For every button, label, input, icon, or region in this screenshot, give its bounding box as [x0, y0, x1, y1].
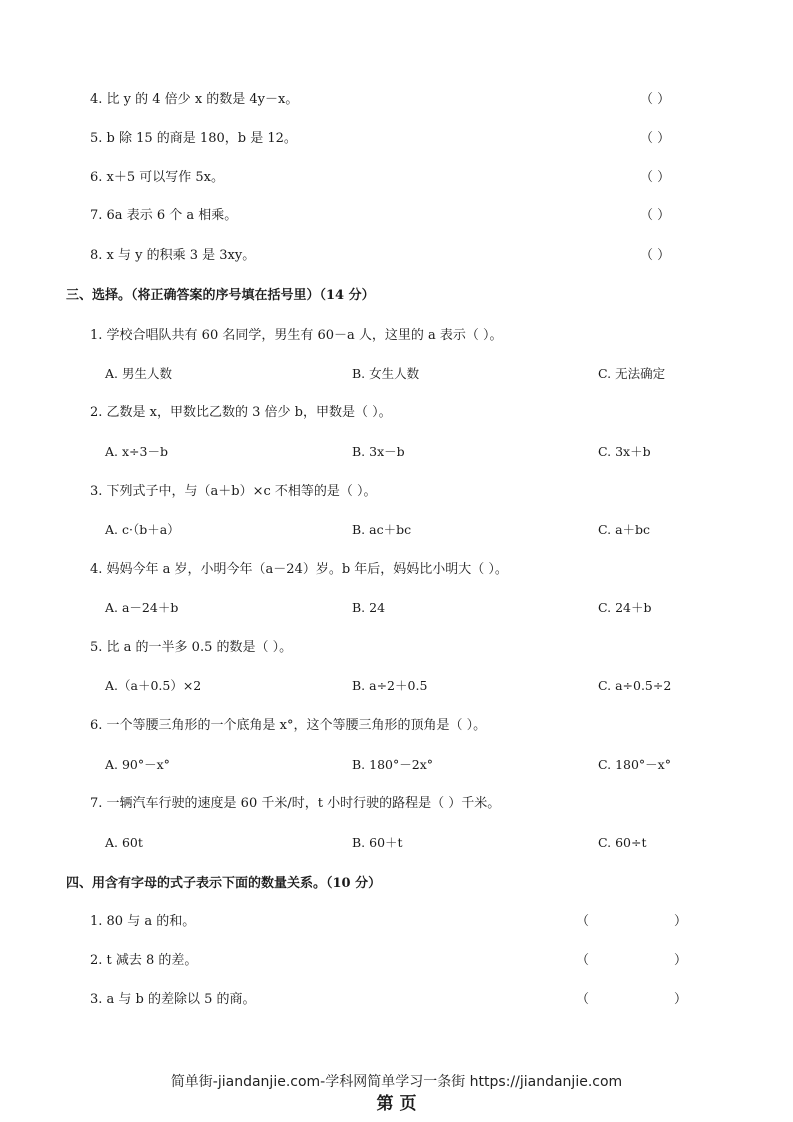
option-a[interactable]: A. 男生人数 — [105, 366, 172, 381]
option-a[interactable]: A. 60t — [105, 835, 143, 850]
expression-item-text: 1. 80 与 a 的和。 — [90, 914, 196, 929]
option-c[interactable]: C. 180°－x° — [598, 757, 671, 772]
option-a[interactable]: A. c·（b＋a） — [105, 522, 180, 537]
tf-item-text: 7. 6a 表示 6 个 a 相乘。 — [90, 208, 238, 223]
expression-item-text: 3. a 与 b 的差除以 5 的商。 — [90, 992, 256, 1007]
answer-paren-open[interactable]: （ — [576, 914, 590, 929]
answer-paren-open[interactable]: （ — [576, 953, 590, 968]
answer-paren-open[interactable]: （ — [576, 992, 590, 1007]
tf-item-text: 8. x 与 y 的积乘 3 是 3xy。 — [90, 248, 256, 263]
option-c[interactable]: C. 24＋b — [598, 600, 652, 615]
answer-paren-close[interactable]: ） — [674, 953, 688, 968]
option-a[interactable]: A. x÷3－b — [105, 444, 168, 459]
option-c[interactable]: C. 60÷t — [598, 835, 647, 850]
question-text: 6. 一个等腰三角形的一个底角是 x°，这个等腰三角形的顶角是（ ）。 — [90, 718, 487, 733]
tf-item-text: 5. b 除 15 的商是 180，b 是 12。 — [90, 131, 297, 146]
question-text: 1. 学校合唱队共有 60 名同学，男生有 60－a 人，这里的 a 表示（ ）。 — [90, 328, 503, 343]
question-text: 4. 妈妈今年 a 岁，小明今年（a－24）岁。b 年后，妈妈比小明大（ ）。 — [90, 562, 508, 577]
answer-paren-close[interactable]: ） — [674, 992, 688, 1007]
option-b[interactable]: B. 24 — [352, 600, 386, 615]
tf-item-text: 6. x＋5 可以写作 5x。 — [90, 170, 225, 185]
page-number-label: 第 页 — [376, 1094, 417, 1114]
question-text: 3. 下列式子中，与（a＋b）×c 不相等的是（ ）。 — [90, 484, 377, 499]
question-text: 7. 一辆汽车行驶的速度是 60 千米/时，t 小时行驶的路程是（ ）千米。 — [90, 796, 501, 811]
option-b[interactable]: B. 60＋t — [352, 835, 403, 850]
option-c[interactable]: C. 3x＋b — [598, 444, 651, 459]
option-c[interactable]: C. a÷0.5÷2 — [598, 678, 672, 693]
option-b[interactable]: B. 180°－2x° — [352, 757, 433, 772]
answer-paren[interactable]: （ ） — [640, 131, 671, 146]
question-text: 2. 乙数是 x，甲数比乙数的 3 倍少 b，甲数是（ ）。 — [90, 405, 392, 420]
option-c[interactable]: C. a＋bc — [598, 522, 651, 537]
option-a[interactable]: A. 90°－x° — [105, 757, 170, 772]
answer-paren-close[interactable]: ） — [674, 914, 688, 929]
site-watermark: 简单街-jiandanjie.com-学科网简单学习一条街 https://jiandanjie.com — [170, 1074, 623, 1090]
tf-item-text: 4. 比 y 的 4 倍少 x 的数是 4y－x。 — [90, 92, 299, 107]
answer-paren[interactable]: （ ） — [640, 208, 671, 223]
answer-paren[interactable]: （ ） — [640, 170, 671, 185]
option-a[interactable]: A. a－24＋b — [105, 600, 179, 615]
option-b[interactable]: B. 女生人数 — [352, 366, 420, 381]
section-3-heading: 三、选择。（将正确答案的序号填在括号里）（14 分） — [66, 288, 375, 303]
section-4-heading: 四、用含有字母的式子表示下面的数量关系。（10 分） — [66, 876, 382, 891]
answer-paren[interactable]: （ ） — [640, 92, 671, 107]
question-text: 5. 比 a 的一半多 0.5 的数是（ ）。 — [90, 640, 293, 655]
option-b[interactable]: B. ac＋bc — [352, 522, 412, 537]
answer-paren[interactable]: （ ） — [640, 248, 671, 263]
expression-item-text: 2. t 减去 8 的差。 — [90, 953, 198, 968]
option-c[interactable]: C. 无法确定 — [598, 366, 666, 381]
option-b[interactable]: B. a÷2＋0.5 — [352, 678, 428, 693]
option-b[interactable]: B. 3x－b — [352, 444, 405, 459]
option-a[interactable]: A.（a＋0.5）×2 — [105, 678, 202, 693]
